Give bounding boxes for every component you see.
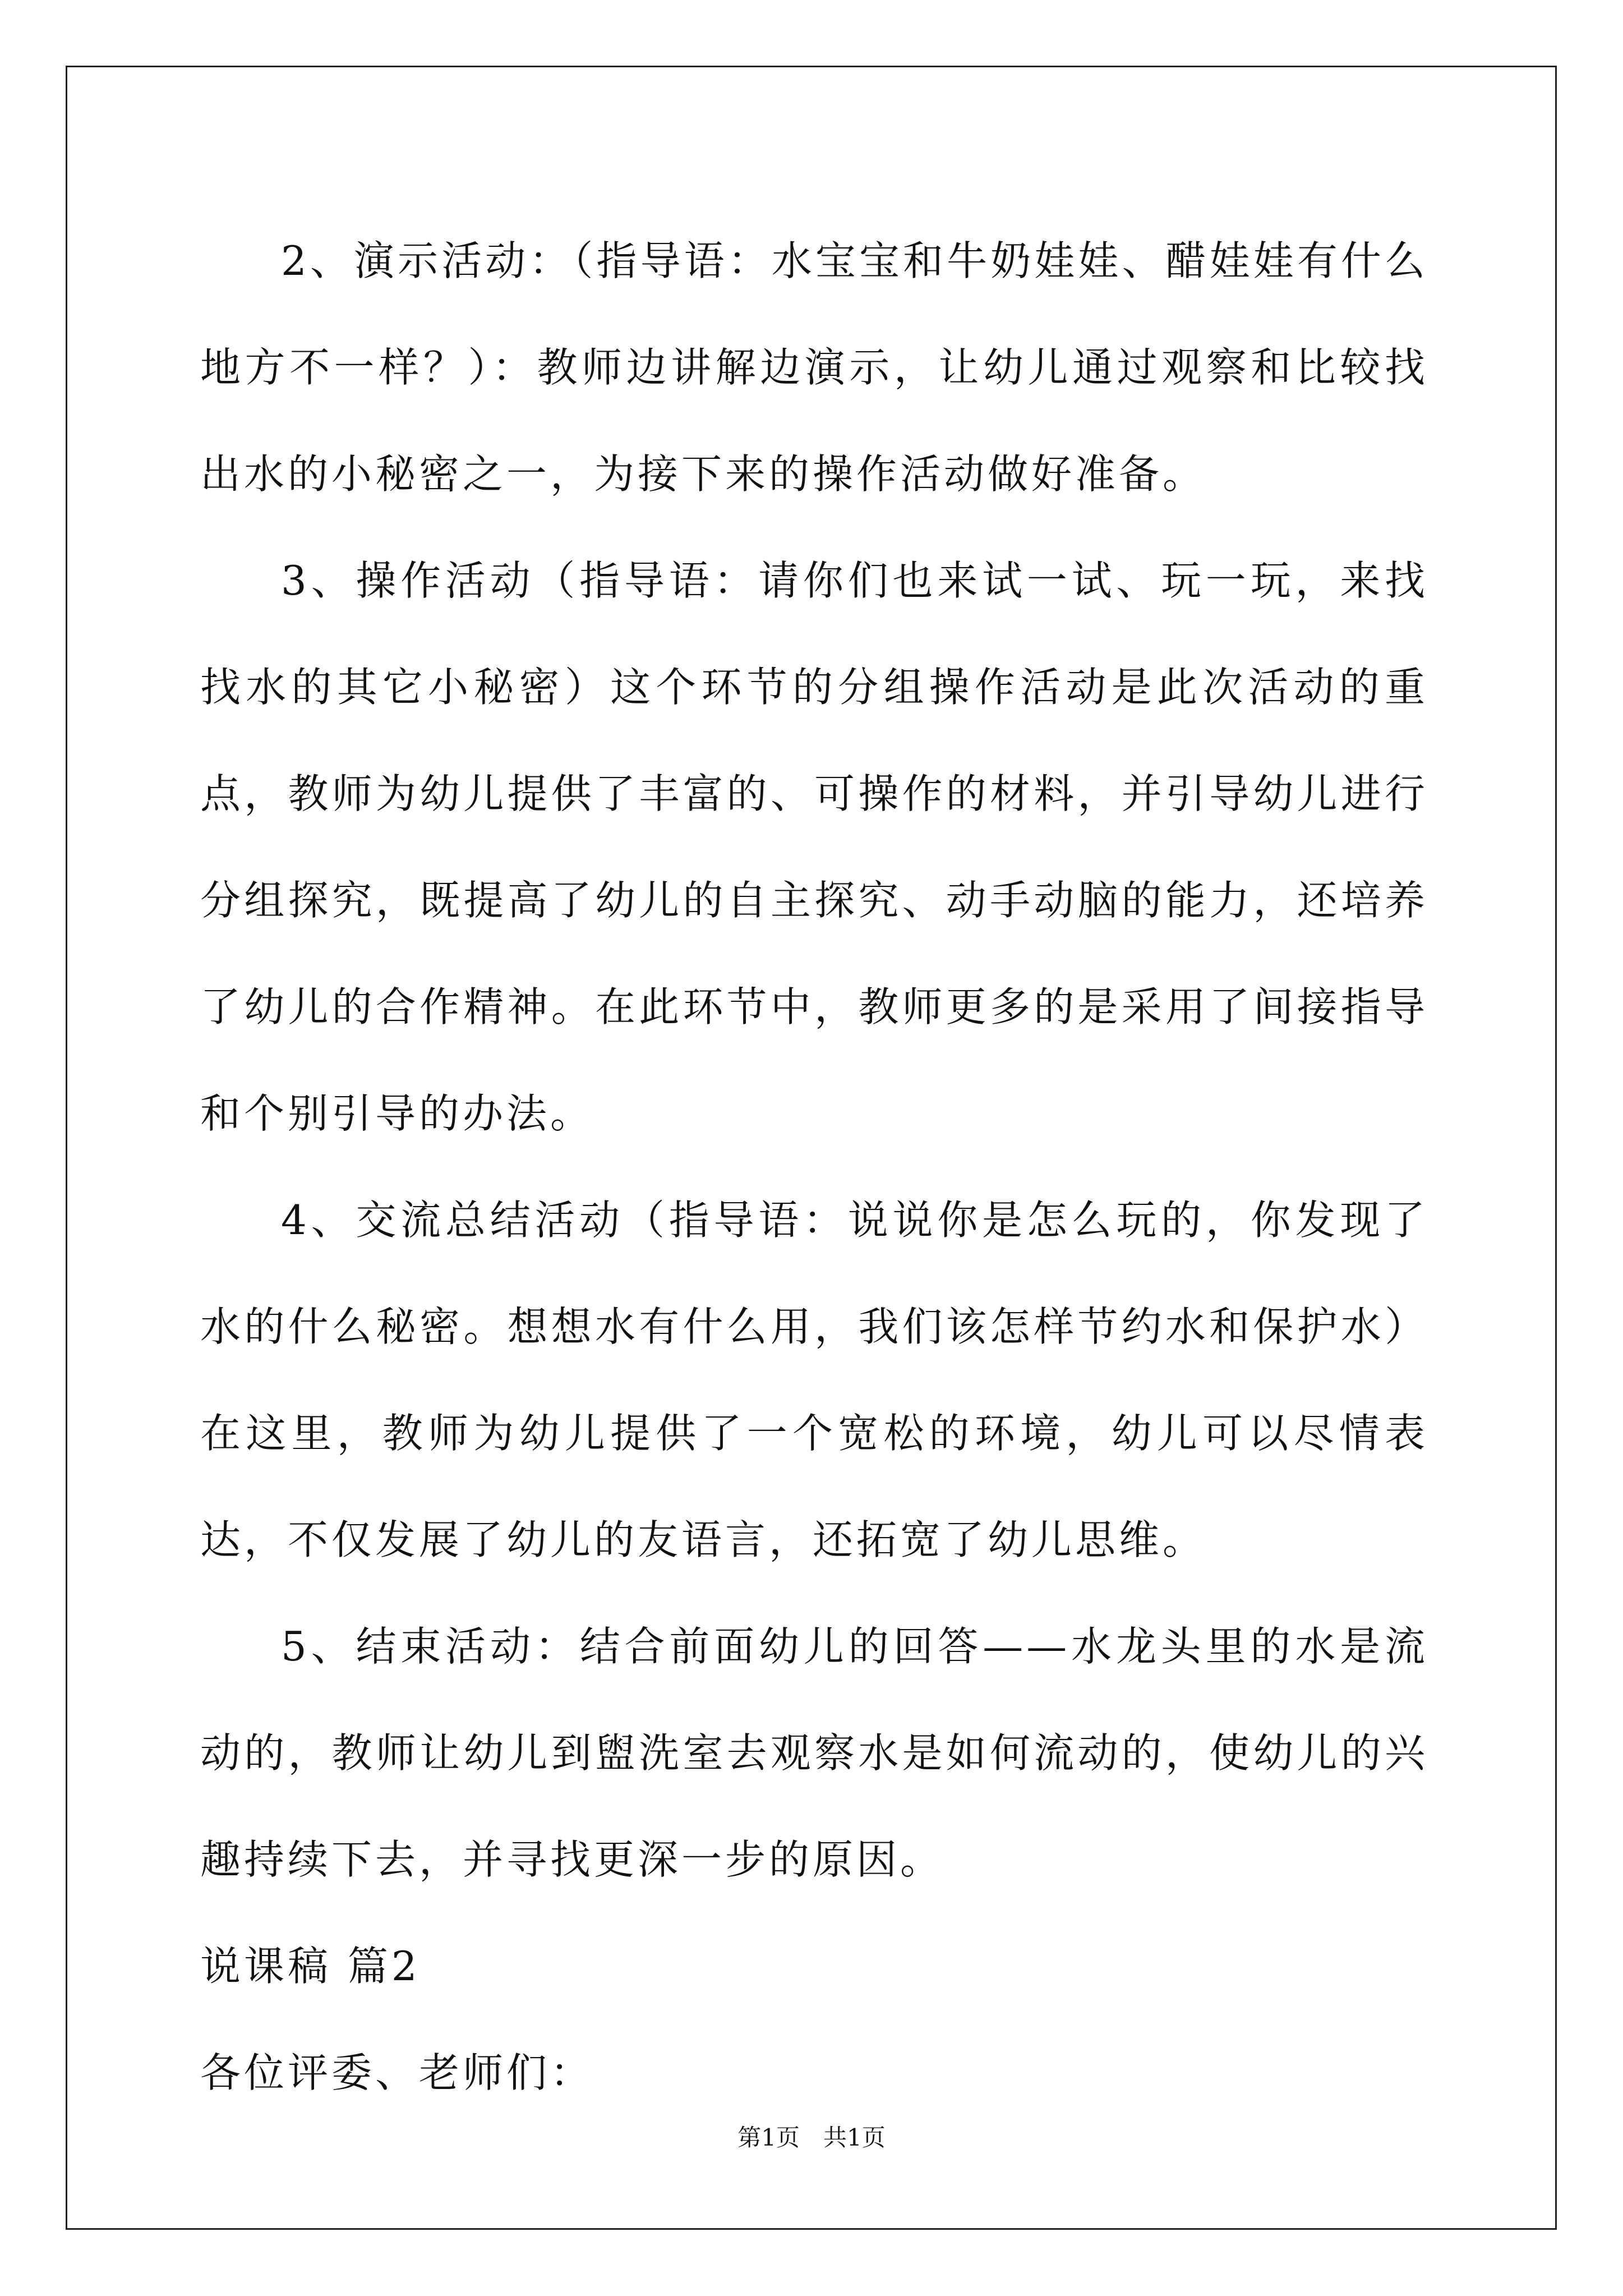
section-heading: 说课稿 篇2: [200, 1943, 421, 1990]
paragraph-demo-activity: 2、演示活动：（指导语：水宝宝和牛奶娃娃、醋娃娃有什么地方不一样？）：教师边讲解边演示，让幼儿通过观察和比较找出水的小秘密之一，为接下来的操作活动做好准备。: [200, 237, 1428, 498]
greeting-line: 各位评委、老师们：: [200, 2049, 594, 2096]
paragraph-summary-activity: 4、交流总结活动（指导语：说说你是怎么玩的，你发现了水的什么秘密。想想水有什么用，我们该怎样节约水和保护水）在这里，教师为幼儿提供了一个宽松的环境，幼儿可以尽情表达，不仅发展了幼儿的友语言，还拓宽了幼儿思维。: [200, 1197, 1428, 1563]
paragraph-closing-activity: 5、结束活动：结合前面幼儿的回答——水龙头里的水是流动的，教师让幼儿到盥洗室去观察水是如何流动的，使幼儿的兴趣持续下去，并寻找更深一步的原因。: [200, 1623, 1428, 1883]
page-number-footer: 第1页 共1页: [737, 2124, 886, 2151]
paragraph-operation-activity: 3、操作活动（指导语：请你们也来试一试、玩一玩，来找找水的其它小秘密）这个环节的分组操作活动是此次活动的重点，教师为幼儿提供了丰富的、可操作的材料，并引导幼儿进行分组探究，既提高了幼儿的自主探究、动手动脑的能力，还培养了幼儿的合作精神。在此环节中，教师更多的是采用了间接指导和个别引导的办法。: [200, 557, 1428, 1137]
document-body: [200, 208, 1428, 2126]
